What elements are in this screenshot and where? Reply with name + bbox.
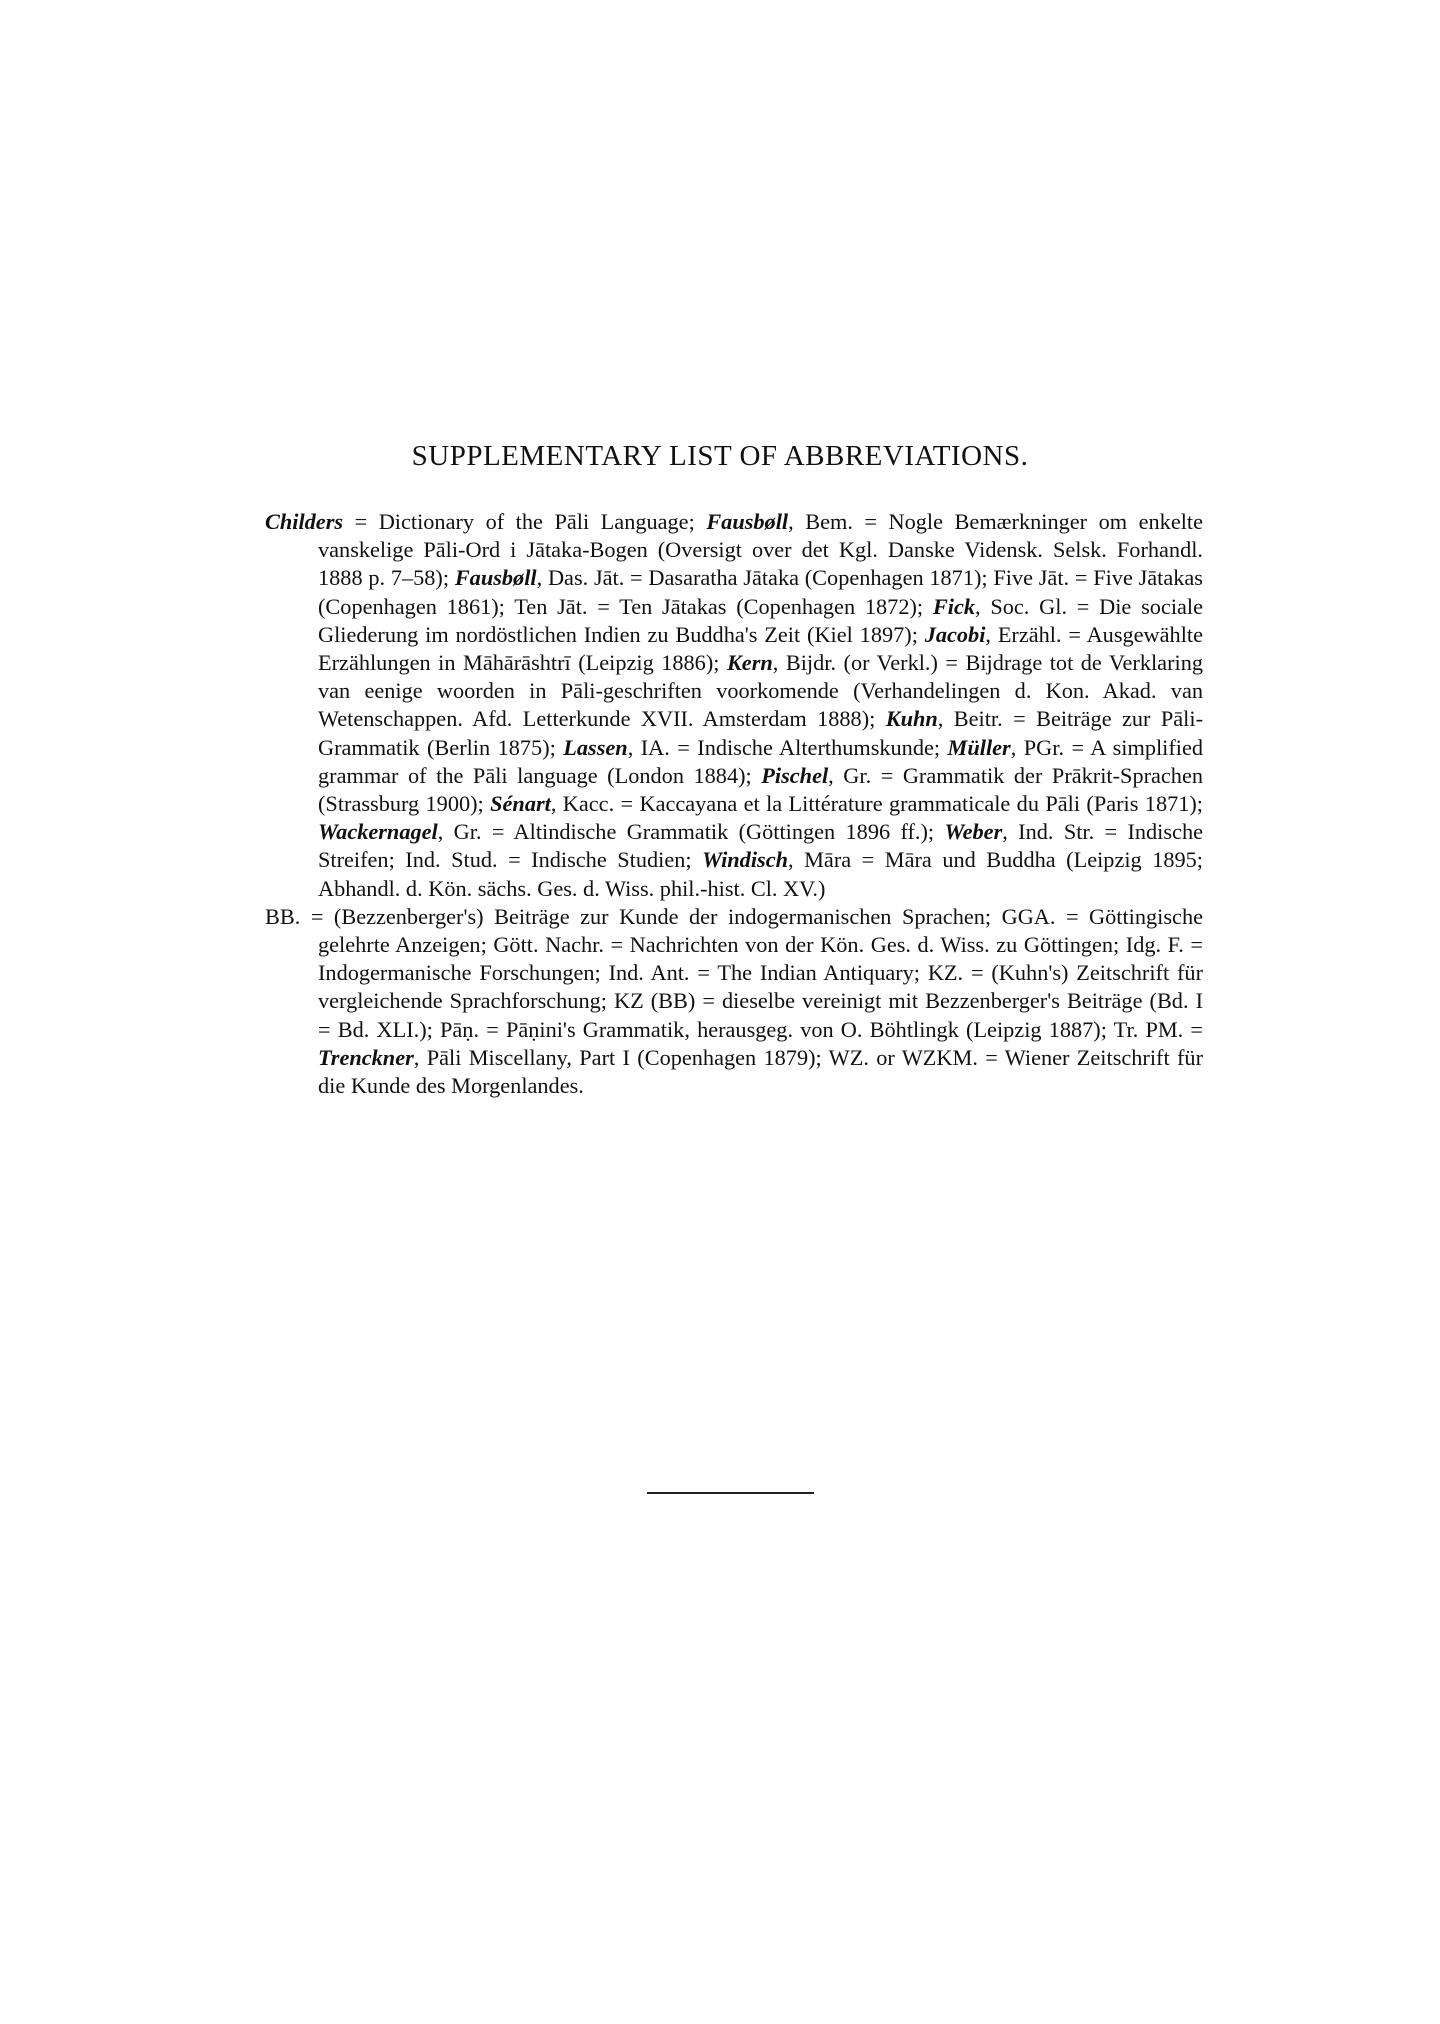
entry-text: , IA. = Indische Alterthumskunde; [627, 734, 948, 760]
entry-text: , Māra = Māra und Buddha (Leipzig 1895; Abhandl. d. Kön. sächs. Ges. d. Wiss. phil.-hist. Cl. XV.) [318, 847, 1203, 901]
entry-text: , Soc. Gl. = Die sociale Gliederung im nordöstlichen Indien zu Buddha's Zeit (Kiel 1897); [318, 593, 1204, 647]
entry-text: , Kacc. = Kaccayana et la Littérature grammaticale du Pāli (Paris 1871); [550, 791, 1204, 817]
entry-text: , Gr. = Altindische Grammatik (Göttingen 1896 ff.); [437, 819, 945, 845]
author-name: Pischel [761, 762, 829, 788]
entry-text: , Gr. = Grammatik der Prākrit-Sprachen (Strassburg 1900); [318, 762, 1203, 817]
author-name: Müller [947, 734, 1011, 760]
entry-text: , Bem. = Nogle Bemærkninger om enkelte vanskelige Pāli-Ord i Jātaka-Bogen (Oversigt over det Kgl. Danske Vidensk. Selsk. Forhandl. 1888 p. 7–58); [318, 509, 1204, 591]
entry-text: , Beitr. = Beiträge zur Pāli-Grammatik (Berlin 1875); [318, 706, 1203, 760]
author-name: Kern [726, 650, 773, 676]
entry-text: , PGr. = A simplified grammar of the Pāli language (London 1884); [318, 734, 1204, 788]
entry-text: , Ind. Str. = Indische Streifen; Ind. Stud. = Indische Studien; [318, 819, 1203, 873]
author-name: Windisch [702, 847, 789, 873]
entry-body [318, 509, 1203, 901]
author-name: Sénart [490, 791, 551, 817]
author-name: Trenckner [318, 1044, 414, 1070]
abbreviation-list [265, 508, 1203, 1100]
entry-head: Childers [265, 509, 344, 534]
entry-text: , Pāli Miscellany, Part I (Copenhagen 1879); WZ. or WZKM. = Wiener Zeitschrift für die Kunde des Morgenlandes. [318, 1044, 1203, 1099]
page-title: SUPPLEMENTARY LIST OF ABBREVIATIONS. [411, 440, 1029, 472]
author-name: Fausbøll [454, 565, 537, 591]
entry-text: = Dictionary of the Pāli Language; [343, 509, 707, 534]
author-name: Weber [944, 819, 1003, 845]
entry-text: = (Bezzenberger's) Beiträge zur Kunde der indogermanischen Sprachen; GGA. = Göttingische gelehrte Anzeigen; Gött. Nachr. = Nachrichten von der Kön. Ges. d. Wiss. zu Göttingen; Idg. F. = Indogermanische Forschungen; Ind. Ant. = The Indian Antiquary; KZ. = (Kuhn's) Zeitschrift für vergleichende Sprachforschung; KZ (BB) = dieselbe vereinigt mit Bezzenberger's Beiträge (Bd. I = Bd. XLI.); Pāṇ. = Pāṇini's Grammatik, herausgeg. von O. Böhtlingk (Leipzig 1887); Tr. PM. = [300, 903, 1203, 1042]
author-name: Jacobi [924, 621, 986, 647]
author-name: Fick [932, 593, 975, 619]
entry-body [300, 904, 1203, 1098]
author-name: Lassen [563, 734, 628, 760]
closing-rule [647, 1492, 814, 1494]
entry-head: BB. [265, 903, 301, 929]
entry-text: , Das. Jāt. = Dasaratha Jātaka (Copenhagen 1871); Five Jāt. = Five Jātakas (Copenhagen 1861); Ten Jāt. = Ten Jātakas (Copenhagen 1872); [318, 565, 1203, 619]
abbreviation-entry [265, 903, 1203, 1100]
author-name: Fausbøll [706, 509, 789, 534]
author-name: Wackernagel [318, 819, 438, 845]
author-name: Kuhn [885, 706, 938, 732]
entry-text: , Erzähl. = Ausgewählte Erzählungen in Māhārāshtrī (Leipzig 1886); [318, 621, 1203, 676]
entry-text: , Bijdr. (or Verkl.) = Bijdrage tot de Verklaring van eenige woorden in Pāli-geschriften voorkomende (Verhandelingen d. Kon. Akad. van Wetenschappen. Afd. Letterkunde XVII. Amsterdam 1888); [318, 650, 1203, 732]
abbreviation-entry [265, 508, 1203, 903]
